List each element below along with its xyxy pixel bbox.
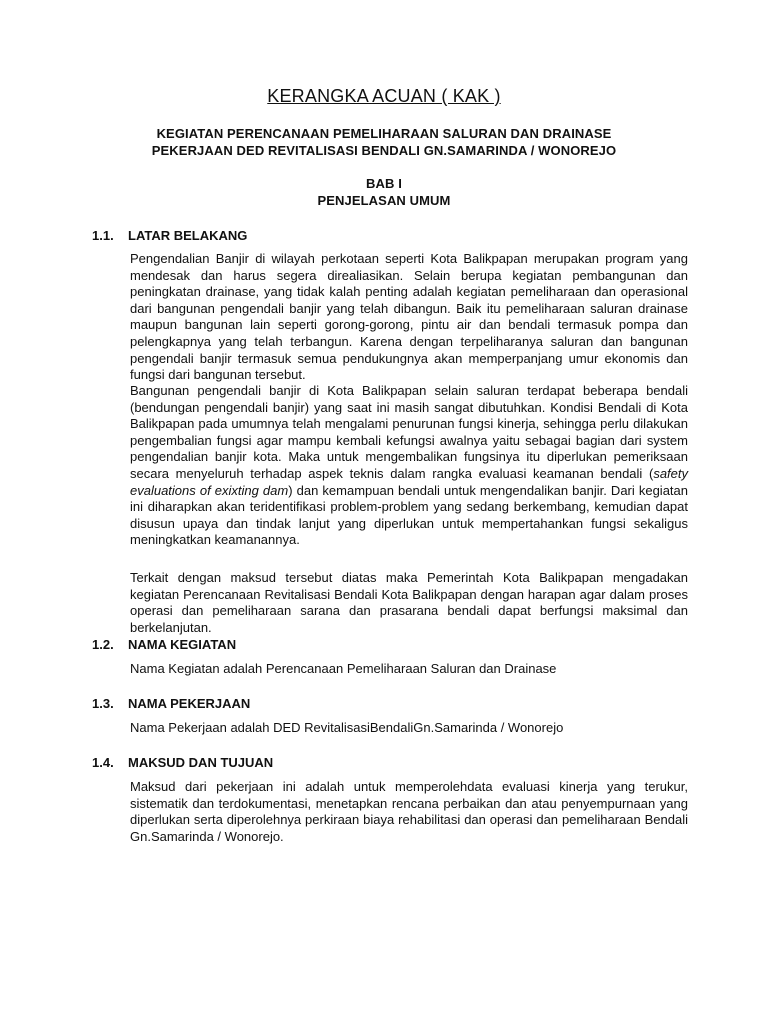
paragraph-text: Bangunan pengendali banjir di Kota Balikpapan selain saluran terdapat beberapa bendali (bendungan pengendali banjir) yang saat ini masih sangat dibutuhkan. Kondisi Bendali di Kota Balikpapan pada umumnya telah mengalami penurunan fungsi kinerja, sehingga perlu dilakukan pengembalian fungsi agar mampu kembali kefungsi awalnya yaitu sebagai bagian dari system pengendalian banjir kota. Maka untuk mengembalikan fungsinya itu diperlukan pemeriksaan secara menyeluruh terhadap aspek teknis dalam rangka evaluasi keamanan bendali (: [130, 383, 688, 481]
section-title-nama-kegiatan: NAMA KEGIATAN: [128, 637, 237, 652]
paragraph-latar-belakang-3: Terkait dengan maksud tersebut diatas maka Pemerintah Kota Balikpapan mengadakan kegiatan Perencanaan Revitalisasi Bendali Kota Balikpapan dengan harapan agar dalam proses operasi dan pemeliharaan sarana dan prasarana bendali dapat berfungsi maksimal dan berkelanjutan.: [130, 570, 688, 635]
italic-term: safety evaluations of exixting dam: [130, 465, 688, 498]
paragraph-text: ) dan kemampuan bendali untuk mengendalikan banjir. Dari kegiatan ini diharapkan akan teridentifikasi problem-problem yang sedang berkembang, kemudian dapat disusun upaya dan tindak lanjut yang diperlukan untuk mempertahankan fungsi sekaligus meningkatkan keamanannya.: [130, 482, 688, 548]
section-title-maksud-tujuan: MAKSUD DAN TUJUAN: [128, 755, 274, 770]
section-number: 1.2.: [92, 637, 114, 652]
paragraph-maksud-tujuan: Maksud dari pekerjaan ini adalah untuk memperolehdata evaluasi kinerja yang terukur, sistematik dan terdokumentasi, menetapkan rencana perbaikan dan atau penyempurnaan yang diperlukan serta diperolehnya perkiraan biaya rehabilitasi dan operasi dan pemeliharaan Bendali Gn.Samarinda / Wonorejo.: [130, 779, 688, 844]
paragraph-latar-belakang-1: Pengendalian Banjir di wilayah perkotaan seperti Kota Balikpapan merupakan program yang mendesak dan harus segera direaliasikan. Selain berupa kegiatan pembangunan dan peningkatan drainase, yang tidak kalah penting adalah kegiatan pemeliharaan dan operasional dari bangunan pengendali banjir yang telah dibangun. Baik itu pemeliharaan saluran drainase maupun bangunan lain seperti gorong-gorong, pintu air dan bendali termasuk pompa dan pelengkapnya yang telah terbangun. Karena dengan terpeliharanya saluran dan bangunan pengendali banjir termasuk semua pendukungnya akan memperpanjang umur ekonomis dan fungsi dari bangunan tersebut.: [130, 251, 688, 383]
chapter-label: BAB I: [366, 176, 402, 191]
subtitle-line-1: KEGIATAN PERENCANAAN PEMELIHARAAN SALURAN DAN DRAINASE: [156, 126, 612, 141]
nama-kegiatan-text: Nama Kegiatan adalah Perencanaan Pemeliharaan Saluran dan Drainase: [130, 661, 557, 676]
nama-pekerjaan-text: Nama Pekerjaan adalah DED RevitalisasiBendaliGn.Samarinda / Wonorejo: [130, 720, 564, 735]
document-title: KERANGKA ACUAN ( KAK ): [267, 86, 501, 106]
section-number: 1.4.: [92, 755, 114, 770]
section-number: 1.1.: [92, 228, 114, 243]
paragraph-latar-belakang-2: [130, 383, 688, 549]
section-number: 1.3.: [92, 696, 114, 711]
chapter-title: PENJELASAN UMUM: [317, 193, 451, 208]
subtitle-line-2: PEKERJAAN DED REVITALISASI BENDALI GN.SAMARINDA / WONOREJO: [151, 143, 617, 158]
section-title-nama-pekerjaan: NAMA PEKERJAAN: [128, 696, 251, 711]
section-title-latar-belakang: LATAR BELAKANG: [128, 228, 248, 243]
